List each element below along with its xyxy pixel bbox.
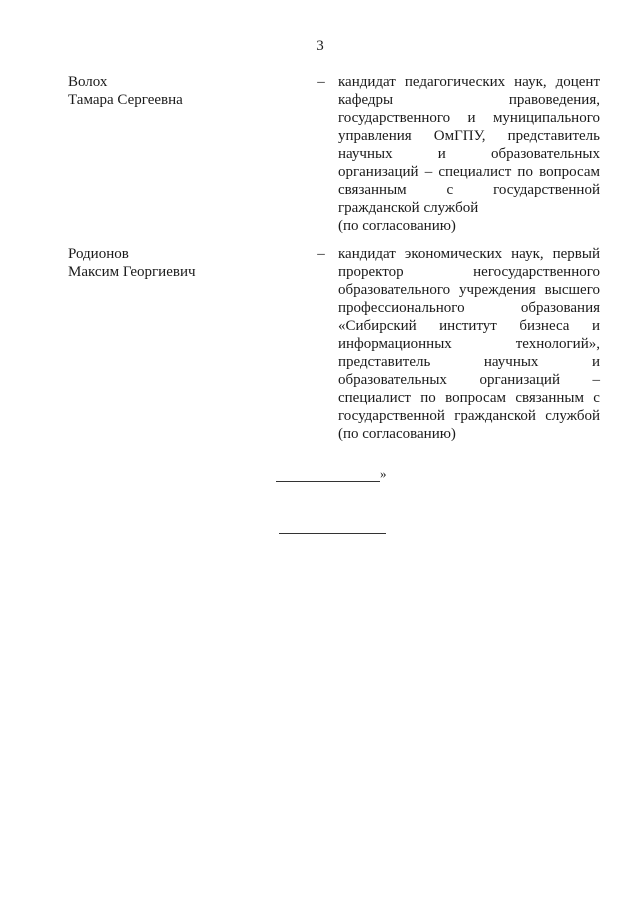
person-surname: Родионов	[68, 246, 129, 262]
person-given-names: Максим Георгиевич	[68, 264, 196, 280]
description-line: проректор негосударственного	[338, 264, 600, 280]
description-line: информационных технологий»,	[338, 336, 600, 352]
person-description	[338, 73, 600, 235]
description-line: образовательных организаций –	[338, 372, 600, 388]
description-line: (по согласованию)	[338, 426, 456, 442]
closing-line	[276, 466, 387, 483]
description-line: специалист по вопросам связанным с	[338, 390, 600, 406]
end-divider	[279, 533, 386, 534]
description-line: «Сибирский институт бизнеса и	[338, 318, 600, 334]
person-surname: Волох	[68, 74, 108, 90]
entry-dash: –	[317, 74, 325, 90]
description-line: организаций – специалист по вопросам	[338, 164, 600, 180]
page-number: 3	[316, 38, 324, 54]
person-description	[338, 245, 600, 443]
description-line: кандидат педагогических наук, доцент	[338, 74, 600, 90]
person-name	[68, 245, 298, 281]
description-line: гражданской службой	[338, 200, 479, 216]
closing-quote: »	[380, 466, 387, 481]
person-given-names: Тамара Сергеевна	[68, 92, 183, 108]
description-line: кафедры правоведения,	[338, 92, 600, 108]
description-line: управления ОмГПУ, представитель	[338, 128, 600, 144]
description-line: связанным с государственной	[338, 182, 600, 198]
description-line: (по согласованию)	[338, 218, 456, 234]
description-line: кандидат экономических наук, первый	[338, 246, 600, 262]
description-line: представитель научных и	[338, 354, 600, 370]
description-line: образовательного учреждения высшего	[338, 282, 600, 298]
description-line: государственной гражданской службой	[338, 408, 600, 424]
description-line: государственного и муниципального	[338, 110, 600, 126]
description-line: профессионального образования	[338, 300, 600, 316]
entry-dash: –	[317, 246, 325, 262]
closing-rule	[276, 481, 380, 482]
person-name	[68, 73, 298, 109]
description-line: научных и образовательных	[338, 146, 600, 162]
